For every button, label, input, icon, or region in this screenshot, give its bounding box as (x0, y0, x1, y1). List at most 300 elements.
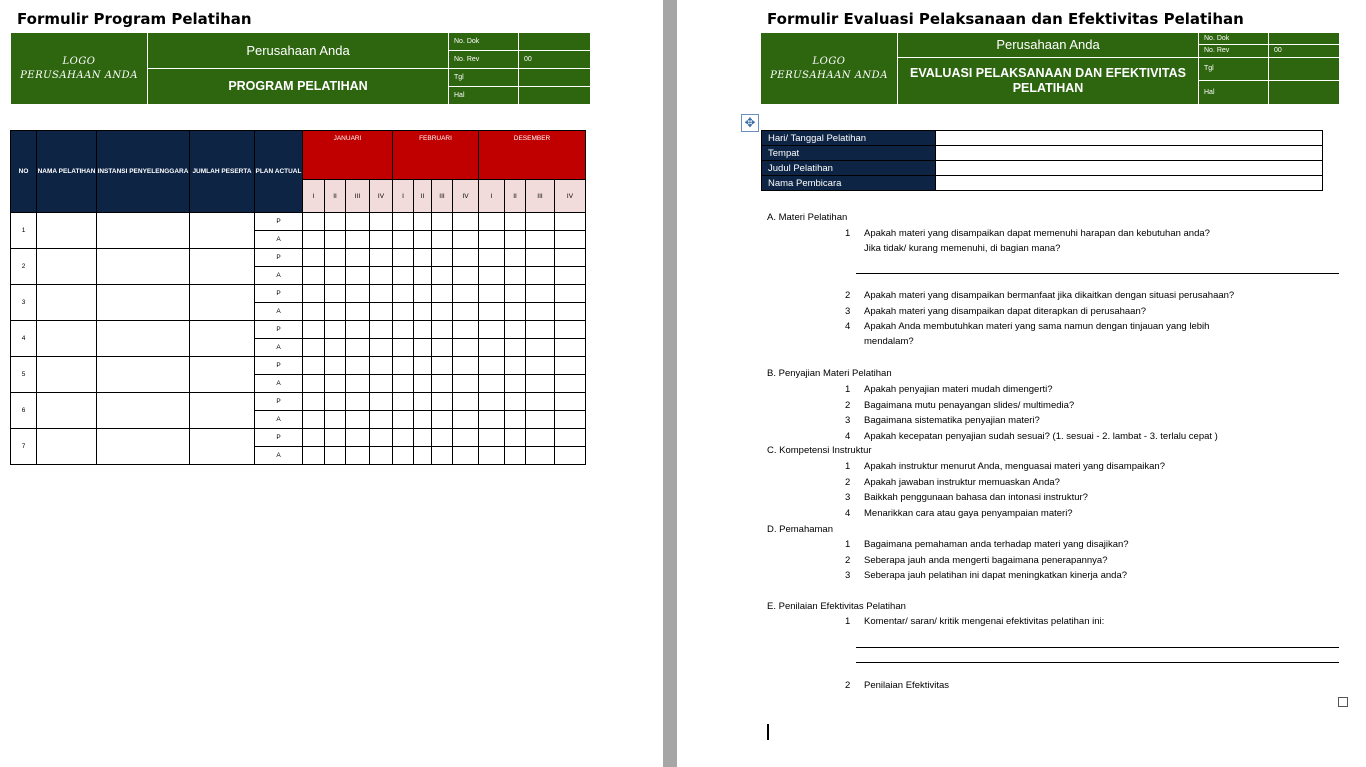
schedule-cell[interactable] (479, 447, 505, 465)
schedule-cell[interactable] (526, 429, 555, 447)
actual-label: A (255, 339, 303, 357)
schedule-cell[interactable] (414, 375, 432, 393)
schedule-cell[interactable] (526, 213, 555, 231)
row-number: 2 (11, 249, 37, 285)
schedule-cell[interactable] (303, 231, 325, 249)
training-name-cell[interactable] (37, 429, 97, 465)
info-label-date: Hari/ Tanggal Pelatihan (762, 131, 936, 146)
schedule-cell[interactable] (393, 393, 414, 411)
schedule-cell[interactable] (346, 213, 370, 231)
page-divider (663, 0, 677, 767)
week-header: II (325, 180, 346, 213)
week-header: IV (555, 180, 586, 213)
schedule-cell[interactable] (505, 447, 526, 465)
plan-label: P (255, 249, 303, 267)
schedule-cell[interactable] (370, 375, 393, 393)
schedule-cell[interactable] (432, 339, 453, 357)
company-name: Perusahaan Anda (148, 33, 449, 69)
question-text: Bagaimana mutu penayangan slides/ multimedia? (864, 399, 1075, 411)
schedule-cell[interactable] (479, 375, 505, 393)
schedule-cell[interactable] (526, 231, 555, 249)
schedule-cell[interactable] (303, 267, 325, 285)
schedule-cell[interactable] (370, 429, 393, 447)
left-header-block (10, 32, 591, 105)
question-text: Apakah materi yang disampaikan dapat memenuhi harapan dan kebutuhan anda? (864, 228, 1210, 239)
schedule-cell[interactable] (479, 411, 505, 429)
schedule-cell[interactable] (346, 357, 370, 375)
schedule-cell[interactable] (303, 393, 325, 411)
week-header: II (414, 180, 432, 213)
participants-cell[interactable] (190, 357, 255, 393)
schedule-cell[interactable] (555, 303, 586, 321)
schedule-cell[interactable] (414, 429, 432, 447)
question-text: Jika tidak/ kurang memenuhi, di bagian mana? (864, 243, 1061, 254)
schedule-cell[interactable] (505, 357, 526, 375)
schedule-cell[interactable] (555, 429, 586, 447)
schedule-cell[interactable] (414, 339, 432, 357)
schedule-cell[interactable] (479, 285, 505, 303)
schedule-cell[interactable] (303, 339, 325, 357)
question-number: 2 (845, 680, 851, 691)
schedule-cell[interactable] (414, 393, 432, 411)
institution-cell[interactable] (97, 357, 190, 393)
actual-label: A (255, 267, 303, 285)
participants-cell[interactable] (190, 213, 255, 249)
schedule-cell[interactable] (393, 411, 414, 429)
schedule-cell[interactable] (414, 213, 432, 231)
question-text: Apakah kecepatan penyajian sudah sesuai? (1. sesuai - 2. lambat - 3. terlalu cepat ) (864, 430, 1218, 442)
question-text: Komentar/ saran/ kritik mengenai efektivitas pelatihan ini: (864, 616, 1105, 627)
row-number: 1 (11, 213, 37, 249)
info-value-date[interactable] (936, 131, 1323, 146)
schedule-cell[interactable] (370, 393, 393, 411)
participants-cell[interactable] (190, 429, 255, 465)
question-number: 3 (845, 570, 851, 581)
schedule-cell[interactable] (325, 213, 346, 231)
question-number: 2 (845, 476, 851, 488)
schedule-cell[interactable] (325, 339, 346, 357)
table-row (11, 213, 586, 231)
schedule-cell[interactable] (453, 375, 479, 393)
schedule-cell[interactable] (505, 321, 526, 339)
question-number: 4 (845, 507, 851, 519)
schedule-cell[interactable] (393, 213, 414, 231)
institution-cell[interactable] (97, 429, 190, 465)
participants-cell[interactable] (190, 285, 255, 321)
schedule-cell[interactable] (370, 285, 393, 303)
training-name-cell[interactable] (37, 393, 97, 429)
training-name-cell[interactable] (37, 213, 97, 249)
schedule-cell[interactable] (479, 357, 505, 375)
schedule-cell[interactable] (303, 375, 325, 393)
schedule-cell[interactable] (325, 447, 346, 465)
meta-value-rev[interactable]: 00 (519, 51, 591, 69)
section-a-title: A. Materi Pelatihan (767, 212, 848, 223)
training-schedule-table (10, 130, 586, 465)
schedule-cell[interactable] (303, 303, 325, 321)
info-label-speaker: Nama Pembicara (762, 176, 936, 191)
week-header: I (393, 180, 414, 213)
participants-cell[interactable] (190, 321, 255, 357)
schedule-cell[interactable] (526, 447, 555, 465)
schedule-cell[interactable] (479, 339, 505, 357)
info-value-speaker[interactable] (936, 176, 1323, 191)
schedule-cell[interactable] (505, 249, 526, 267)
schedule-cell[interactable] (432, 285, 453, 303)
schedule-cell[interactable] (555, 231, 586, 249)
schedule-cell[interactable] (370, 339, 393, 357)
schedule-cell[interactable] (453, 285, 479, 303)
question-text: mendalam? (864, 336, 914, 347)
left-document-page[interactable] (0, 0, 663, 767)
training-name-cell[interactable] (37, 249, 97, 285)
month-header: FEBRUARI (393, 131, 479, 180)
question-number: 2 (845, 290, 851, 301)
schedule-cell[interactable] (325, 249, 346, 267)
right-header-block (760, 32, 1340, 105)
schedule-cell[interactable] (346, 303, 370, 321)
schedule-cell[interactable] (555, 213, 586, 231)
schedule-cell[interactable] (479, 249, 505, 267)
schedule-cell[interactable] (555, 357, 586, 375)
meta-value-doc[interactable] (519, 33, 591, 51)
participants-cell[interactable] (190, 393, 255, 429)
schedule-cell[interactable] (414, 303, 432, 321)
company-name: Perusahaan Anda (898, 33, 1199, 58)
schedule-cell[interactable] (453, 447, 479, 465)
week-header: II (505, 180, 526, 213)
schedule-cell[interactable] (555, 321, 586, 339)
question-text: Apakah materi yang disampaikan dapat diterapkan di perusahaan? (864, 306, 1147, 317)
schedule-cell[interactable] (346, 375, 370, 393)
schedule-cell[interactable] (370, 213, 393, 231)
column-header-institution: INSTANSI PENYELENGGARA (97, 131, 190, 213)
schedule-cell[interactable] (414, 231, 432, 249)
schedule-cell[interactable] (325, 231, 346, 249)
answer-line[interactable] (856, 647, 1339, 648)
meta-label-doc: No. Dok (449, 33, 519, 51)
question-text: Bagaimana sistematika penyajian materi? (864, 415, 1040, 426)
schedule-cell[interactable] (526, 285, 555, 303)
info-value-place[interactable] (936, 146, 1323, 161)
schedule-cell[interactable] (526, 267, 555, 285)
schedule-cell[interactable] (505, 285, 526, 303)
schedule-cell[interactable] (505, 411, 526, 429)
meta-value-date[interactable] (1269, 57, 1340, 81)
schedule-cell[interactable] (453, 213, 479, 231)
meta-value-doc[interactable] (1269, 33, 1340, 45)
schedule-cell[interactable] (370, 447, 393, 465)
meta-value-rev[interactable]: 00 (1269, 45, 1340, 57)
institution-cell[interactable] (97, 285, 190, 321)
schedule-cell[interactable] (325, 285, 346, 303)
schedule-cell[interactable] (505, 303, 526, 321)
info-value-title[interactable] (936, 161, 1323, 176)
schedule-cell[interactable] (555, 411, 586, 429)
schedule-cell[interactable] (393, 339, 414, 357)
schedule-cell[interactable] (479, 303, 505, 321)
plan-label: P (255, 357, 303, 375)
schedule-cell[interactable] (393, 285, 414, 303)
schedule-cell[interactable] (346, 447, 370, 465)
schedule-cell[interactable] (479, 393, 505, 411)
schedule-cell[interactable] (555, 267, 586, 285)
schedule-cell[interactable] (393, 447, 414, 465)
schedule-cell[interactable] (303, 357, 325, 375)
schedule-cell[interactable] (432, 447, 453, 465)
schedule-cell[interactable] (346, 285, 370, 303)
plan-label: P (255, 393, 303, 411)
schedule-cell[interactable] (453, 357, 479, 375)
schedule-cell[interactable] (370, 231, 393, 249)
plan-label: P (255, 321, 303, 339)
schedule-cell[interactable] (370, 303, 393, 321)
schedule-cell[interactable] (526, 393, 555, 411)
schedule-cell[interactable] (526, 357, 555, 375)
table-row (11, 249, 586, 267)
schedule-cell[interactable] (346, 411, 370, 429)
question-text: Menarikkan cara atau gaya penyampaian materi? (864, 507, 1073, 519)
schedule-cell[interactable] (414, 267, 432, 285)
question-text: Apakah jawaban instruktur memuaskan Anda? (864, 476, 1060, 488)
participants-cell[interactable] (190, 249, 255, 285)
schedule-cell[interactable] (453, 429, 479, 447)
schedule-cell[interactable] (555, 375, 586, 393)
schedule-cell[interactable] (414, 285, 432, 303)
schedule-cell[interactable] (303, 249, 325, 267)
week-header: III (346, 180, 370, 213)
schedule-cell[interactable] (432, 213, 453, 231)
column-header-no: NO (11, 131, 37, 213)
training-name-cell[interactable] (37, 357, 97, 393)
row-number: 3 (11, 285, 37, 321)
schedule-cell[interactable] (393, 375, 414, 393)
schedule-cell[interactable] (414, 321, 432, 339)
schedule-cell[interactable] (479, 231, 505, 249)
meta-value-date[interactable] (519, 69, 591, 87)
table-row (11, 357, 586, 375)
schedule-cell[interactable] (432, 357, 453, 375)
schedule-cell[interactable] (555, 393, 586, 411)
question-number: 1 (845, 539, 851, 550)
schedule-cell[interactable] (346, 321, 370, 339)
schedule-cell[interactable] (325, 267, 346, 285)
schedule-cell[interactable] (432, 321, 453, 339)
schedule-cell[interactable] (453, 393, 479, 411)
schedule-cell[interactable] (505, 393, 526, 411)
training-name-cell[interactable] (37, 285, 97, 321)
question-text: Apakah Anda membutuhkan materi yang sama namun dengan tinjauan yang lebih (864, 321, 1210, 332)
section-c-title: C. Kompetensi Instruktur (767, 445, 872, 456)
table-move-handle-icon[interactable]: ✥ (741, 114, 759, 132)
schedule-cell[interactable] (526, 321, 555, 339)
month-header: JANUARI (303, 131, 393, 180)
schedule-cell[interactable] (432, 303, 453, 321)
schedule-cell[interactable] (346, 429, 370, 447)
schedule-cell[interactable] (303, 429, 325, 447)
schedule-cell[interactable] (453, 339, 479, 357)
schedule-cell[interactable] (453, 267, 479, 285)
schedule-cell[interactable] (453, 249, 479, 267)
actual-label: A (255, 411, 303, 429)
table-row (11, 321, 586, 339)
schedule-cell[interactable] (393, 303, 414, 321)
schedule-cell[interactable] (303, 447, 325, 465)
institution-cell[interactable] (97, 213, 190, 249)
schedule-cell[interactable] (432, 375, 453, 393)
plan-label: P (255, 429, 303, 447)
question-text: Baikkah penggunaan bahasa dan intonasi instruktur? (864, 492, 1088, 503)
schedule-cell[interactable] (526, 249, 555, 267)
meta-label-rev: No. Rev (1199, 45, 1269, 57)
schedule-cell[interactable] (393, 267, 414, 285)
schedule-cell[interactable] (370, 321, 393, 339)
schedule-cell[interactable] (555, 249, 586, 267)
schedule-cell[interactable] (479, 267, 505, 285)
schedule-cell[interactable] (479, 429, 505, 447)
table-row (11, 429, 586, 447)
meta-label-doc: No. Dok (1199, 33, 1269, 45)
schedule-cell[interactable] (303, 411, 325, 429)
schedule-cell[interactable] (370, 249, 393, 267)
company-logo: LOGO PERUSAHAAN ANDA (11, 33, 148, 105)
schedule-cell[interactable] (325, 429, 346, 447)
schedule-cell[interactable] (453, 303, 479, 321)
schedule-cell[interactable] (505, 213, 526, 231)
schedule-cell[interactable] (505, 231, 526, 249)
table-row (11, 393, 586, 411)
schedule-cell[interactable] (526, 411, 555, 429)
question-text: Apakah instruktur menurut Anda, menguasai materi yang disampaikan? (864, 461, 1166, 472)
schedule-cell[interactable] (453, 411, 479, 429)
schedule-cell[interactable] (346, 267, 370, 285)
meta-value-page[interactable] (1269, 81, 1340, 105)
schedule-cell[interactable] (393, 429, 414, 447)
table-resize-handle-icon[interactable] (1338, 697, 1348, 707)
schedule-cell[interactable] (526, 303, 555, 321)
schedule-cell[interactable] (432, 393, 453, 411)
meta-value-page[interactable] (519, 87, 591, 105)
schedule-cell[interactable] (303, 321, 325, 339)
training-info-table (761, 130, 1323, 191)
meta-label-date: Tgl (449, 69, 519, 87)
schedule-cell[interactable] (555, 285, 586, 303)
section-b-title: B. Penyajian Materi Pelatihan (767, 368, 892, 379)
answer-line[interactable] (856, 662, 1339, 663)
week-header: IV (453, 180, 479, 213)
schedule-cell[interactable] (414, 411, 432, 429)
meta-label-rev: No. Rev (449, 51, 519, 69)
schedule-cell[interactable] (505, 339, 526, 357)
row-number: 5 (11, 357, 37, 393)
institution-cell[interactable] (97, 249, 190, 285)
schedule-cell[interactable] (414, 249, 432, 267)
schedule-cell[interactable] (393, 231, 414, 249)
week-header: III (526, 180, 555, 213)
question-number: 3 (845, 306, 851, 317)
info-label-place: Tempat (762, 146, 936, 161)
month-header: DESEMBER (479, 131, 586, 180)
schedule-cell[interactable] (505, 375, 526, 393)
row-number: 4 (11, 321, 37, 357)
question-text: Apakah materi yang disampaikan bermanfaat jika dikaitkan dengan situasi perusahaan? (864, 290, 1235, 301)
form-name: EVALUASI PELAKSANAAN DAN EFEKTIVITAS PELATIHAN (898, 57, 1199, 105)
schedule-cell[interactable] (346, 231, 370, 249)
schedule-cell[interactable] (325, 411, 346, 429)
schedule-cell[interactable] (432, 429, 453, 447)
question-number: 1 (845, 384, 851, 395)
schedule-cell[interactable] (414, 447, 432, 465)
schedule-cell[interactable] (346, 249, 370, 267)
week-header: I (479, 180, 505, 213)
schedule-cell[interactable] (526, 339, 555, 357)
schedule-cell[interactable] (479, 213, 505, 231)
question-number: 1 (845, 616, 851, 627)
schedule-cell[interactable] (325, 375, 346, 393)
schedule-cell[interactable] (526, 375, 555, 393)
schedule-cell[interactable] (346, 339, 370, 357)
form-name: PROGRAM PELATIHAN (148, 69, 449, 105)
week-header: IV (370, 180, 393, 213)
institution-cell[interactable] (97, 393, 190, 429)
schedule-cell[interactable] (325, 321, 346, 339)
schedule-cell[interactable] (555, 447, 586, 465)
schedule-cell[interactable] (303, 213, 325, 231)
column-header-name: NAMA PELATIHAN (37, 131, 97, 213)
schedule-cell[interactable] (346, 393, 370, 411)
actual-label: A (255, 231, 303, 249)
institution-cell[interactable] (97, 321, 190, 357)
schedule-cell[interactable] (432, 249, 453, 267)
schedule-cell[interactable] (414, 357, 432, 375)
section-e-title: E. Penilaian Efektivitas Pelatihan (767, 601, 906, 612)
question-text: Penilaian Efektivitas (864, 680, 950, 691)
training-name-cell[interactable] (37, 321, 97, 357)
left-document-title: Formulir Program Pelatihan (17, 10, 252, 28)
schedule-cell[interactable] (505, 429, 526, 447)
schedule-cell[interactable] (479, 321, 505, 339)
schedule-cell[interactable] (393, 249, 414, 267)
schedule-cell[interactable] (325, 303, 346, 321)
schedule-cell[interactable] (505, 267, 526, 285)
schedule-cell[interactable] (453, 321, 479, 339)
question-number: 4 (845, 321, 851, 332)
schedule-cell[interactable] (325, 357, 346, 375)
actual-label: A (255, 375, 303, 393)
table-row (11, 285, 586, 303)
schedule-cell[interactable] (325, 393, 346, 411)
question-text: Bagaimana pemahaman anda terhadap materi yang disajikan? (864, 539, 1129, 550)
schedule-cell[interactable] (453, 231, 479, 249)
week-header: I (303, 180, 325, 213)
schedule-cell[interactable] (303, 285, 325, 303)
schedule-cell[interactable] (370, 267, 393, 285)
schedule-cell[interactable] (370, 357, 393, 375)
row-number: 6 (11, 393, 37, 429)
schedule-cell[interactable] (432, 411, 453, 429)
schedule-cell[interactable] (432, 231, 453, 249)
plan-label: P (255, 213, 303, 231)
schedule-cell[interactable] (393, 357, 414, 375)
plan-label: P (255, 285, 303, 303)
schedule-cell[interactable] (370, 411, 393, 429)
question-number: 1 (845, 228, 851, 239)
schedule-cell[interactable] (555, 339, 586, 357)
schedule-cell[interactable] (393, 321, 414, 339)
meta-label-page: Hal (1199, 81, 1269, 105)
answer-line[interactable] (856, 273, 1339, 274)
schedule-cell[interactable] (432, 267, 453, 285)
